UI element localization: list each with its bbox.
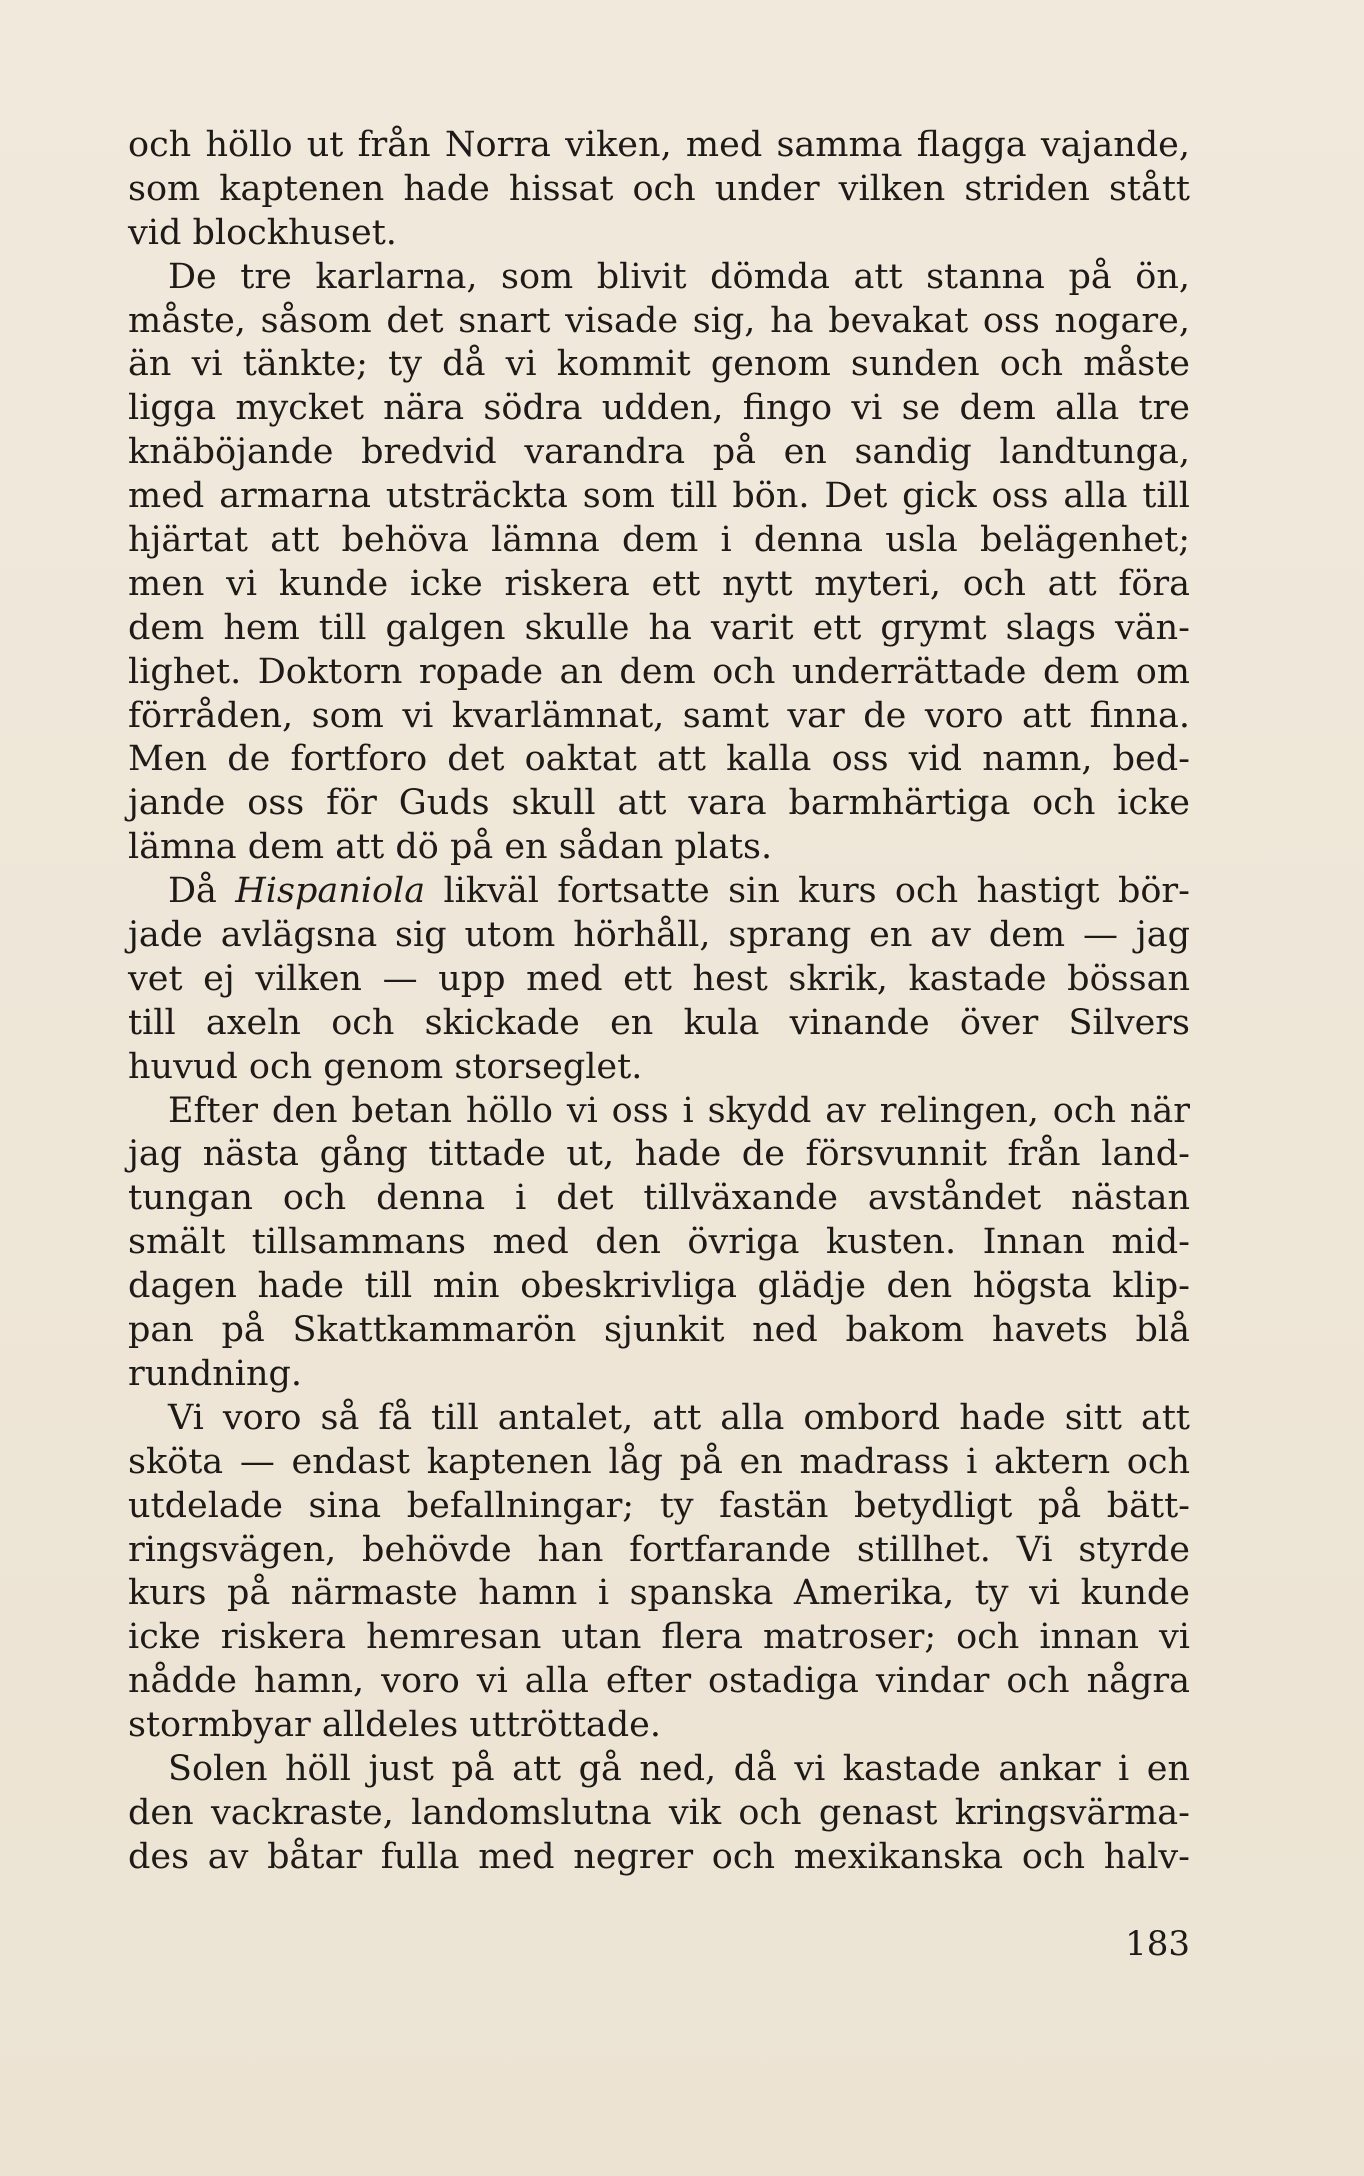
text-line: smält tillsammans med den övriga kusten. Innan mid- (128, 1222, 1190, 1263)
text-line: jag nästa gång tittade ut, hade de försvunnit från land- (128, 1134, 1190, 1175)
text-line: ligga mycket nära södra udden, fingo vi se dem alla tre (128, 388, 1190, 429)
paragraph-5 (128, 1397, 1190, 1748)
text-line: pan på Skattkammarön sjunkit ned bakom havets blå (128, 1310, 1190, 1351)
text-line: huvud och genom storseglet. (128, 1046, 643, 1087)
text-line: Vi voro så få till antalet, att alla ombord hade sitt att (168, 1397, 1190, 1438)
text-line: knäböjande bredvid varandra på en sandig landtunga, (128, 432, 1190, 473)
text-line: till axeln och skickade en kula vinande över Silvers (128, 1002, 1190, 1043)
text-line: med armarna utsträckta som till bön. Det gick oss alla till (128, 476, 1190, 517)
paragraph-3 (128, 870, 1190, 1089)
text-line: vet ej vilken — upp med ett hest skrik, kastade bössan (128, 958, 1190, 999)
text-line: vid blockhuset. (128, 212, 397, 253)
text-line: lämna dem att dö på en sådan plats. (128, 827, 773, 868)
text-line: sköta — endast kaptenen låg på en madrass i aktern och (128, 1441, 1190, 1482)
text-line: nådde hamn, voro vi alla efter ostadiga vindar och några (128, 1661, 1190, 1702)
paragraph-2 (128, 256, 1190, 870)
text-line: tungan och denna i det tillväxande avståndet nästan (128, 1178, 1190, 1219)
text-line: kurs på närmaste hamn i spanska Amerika, ty vi kunde (128, 1573, 1190, 1614)
paragraph-4 (128, 1090, 1190, 1397)
text-line: Solen höll just på att gå ned, då vi kastade ankar i en (168, 1748, 1190, 1789)
text-fragment: likväl fortsatte sin kurs och hastigt bör- (425, 871, 1190, 912)
text-fragment: Då (168, 871, 236, 912)
text-line: och höllo ut från Norra viken, med samma flagga vajande, (128, 125, 1190, 165)
ship-name: Hispaniola (235, 871, 426, 912)
text-line: utdelade sina befallningar; ty fastän betydligt på bätt- (128, 1485, 1190, 1526)
text-line: som kaptenen hade hissat och under vilken striden stått (128, 168, 1190, 209)
text-line: Men de fortforo det oaktat att kalla oss vid namn, bed- (128, 739, 1190, 780)
text-line: förråden, som vi kvarlämnat, samt var de voro att finna. (128, 695, 1190, 736)
text-line: Efter den betan höllo vi oss i skydd av relingen, och när (168, 1090, 1190, 1131)
text-line: lighet. Doktorn ropade an dem och underrättade dem om (128, 651, 1190, 692)
paragraph-1 (128, 124, 1190, 256)
text-line: stormbyar alldeles uttröttade. (128, 1705, 661, 1746)
text-line: dagen hade till min obeskrivliga glädje den högsta klip- (128, 1266, 1190, 1307)
text-line: än vi tänkte; ty då vi kommit genom sunden och måste (128, 344, 1190, 385)
text-line: men vi kunde icke riskera ett nytt myteri, och att föra (128, 563, 1190, 604)
text-line: ringsvägen, behövde han fortfarande stillhet. Vi styrde (128, 1529, 1190, 1570)
text-line: des av båtar fulla med negrer och mexikanska och halv- (128, 1836, 1190, 1877)
text-line: måste, såsom det snart visade sig, ha bevakat oss nogare, (128, 300, 1190, 341)
text-line: rundning. (128, 1353, 303, 1394)
page-number: 183 (1125, 1924, 1190, 1964)
text-line: jade avlägsna sig utom hörhåll, sprang en av dem — jag (128, 915, 1190, 956)
text-line: jande oss för Guds skull att vara barmhärtiga och icke (128, 783, 1190, 824)
text-line (128, 870, 1190, 914)
text-line: De tre karlarna, som blivit dömda att stanna på ön, (168, 256, 1190, 297)
paragraph-6 (128, 1748, 1190, 1880)
text-line: icke riskera hemresan utan flera matroser; och innan vi (128, 1617, 1190, 1658)
text-line: den vackraste, landomslutna vik och genast kringsvärma- (128, 1792, 1190, 1833)
page-text (128, 124, 1190, 1880)
text-line: hjärtat att behöva lämna dem i denna usla belägenhet; (128, 520, 1190, 561)
text-line: dem hem till galgen skulle ha varit ett grymt slags vän- (128, 607, 1190, 648)
